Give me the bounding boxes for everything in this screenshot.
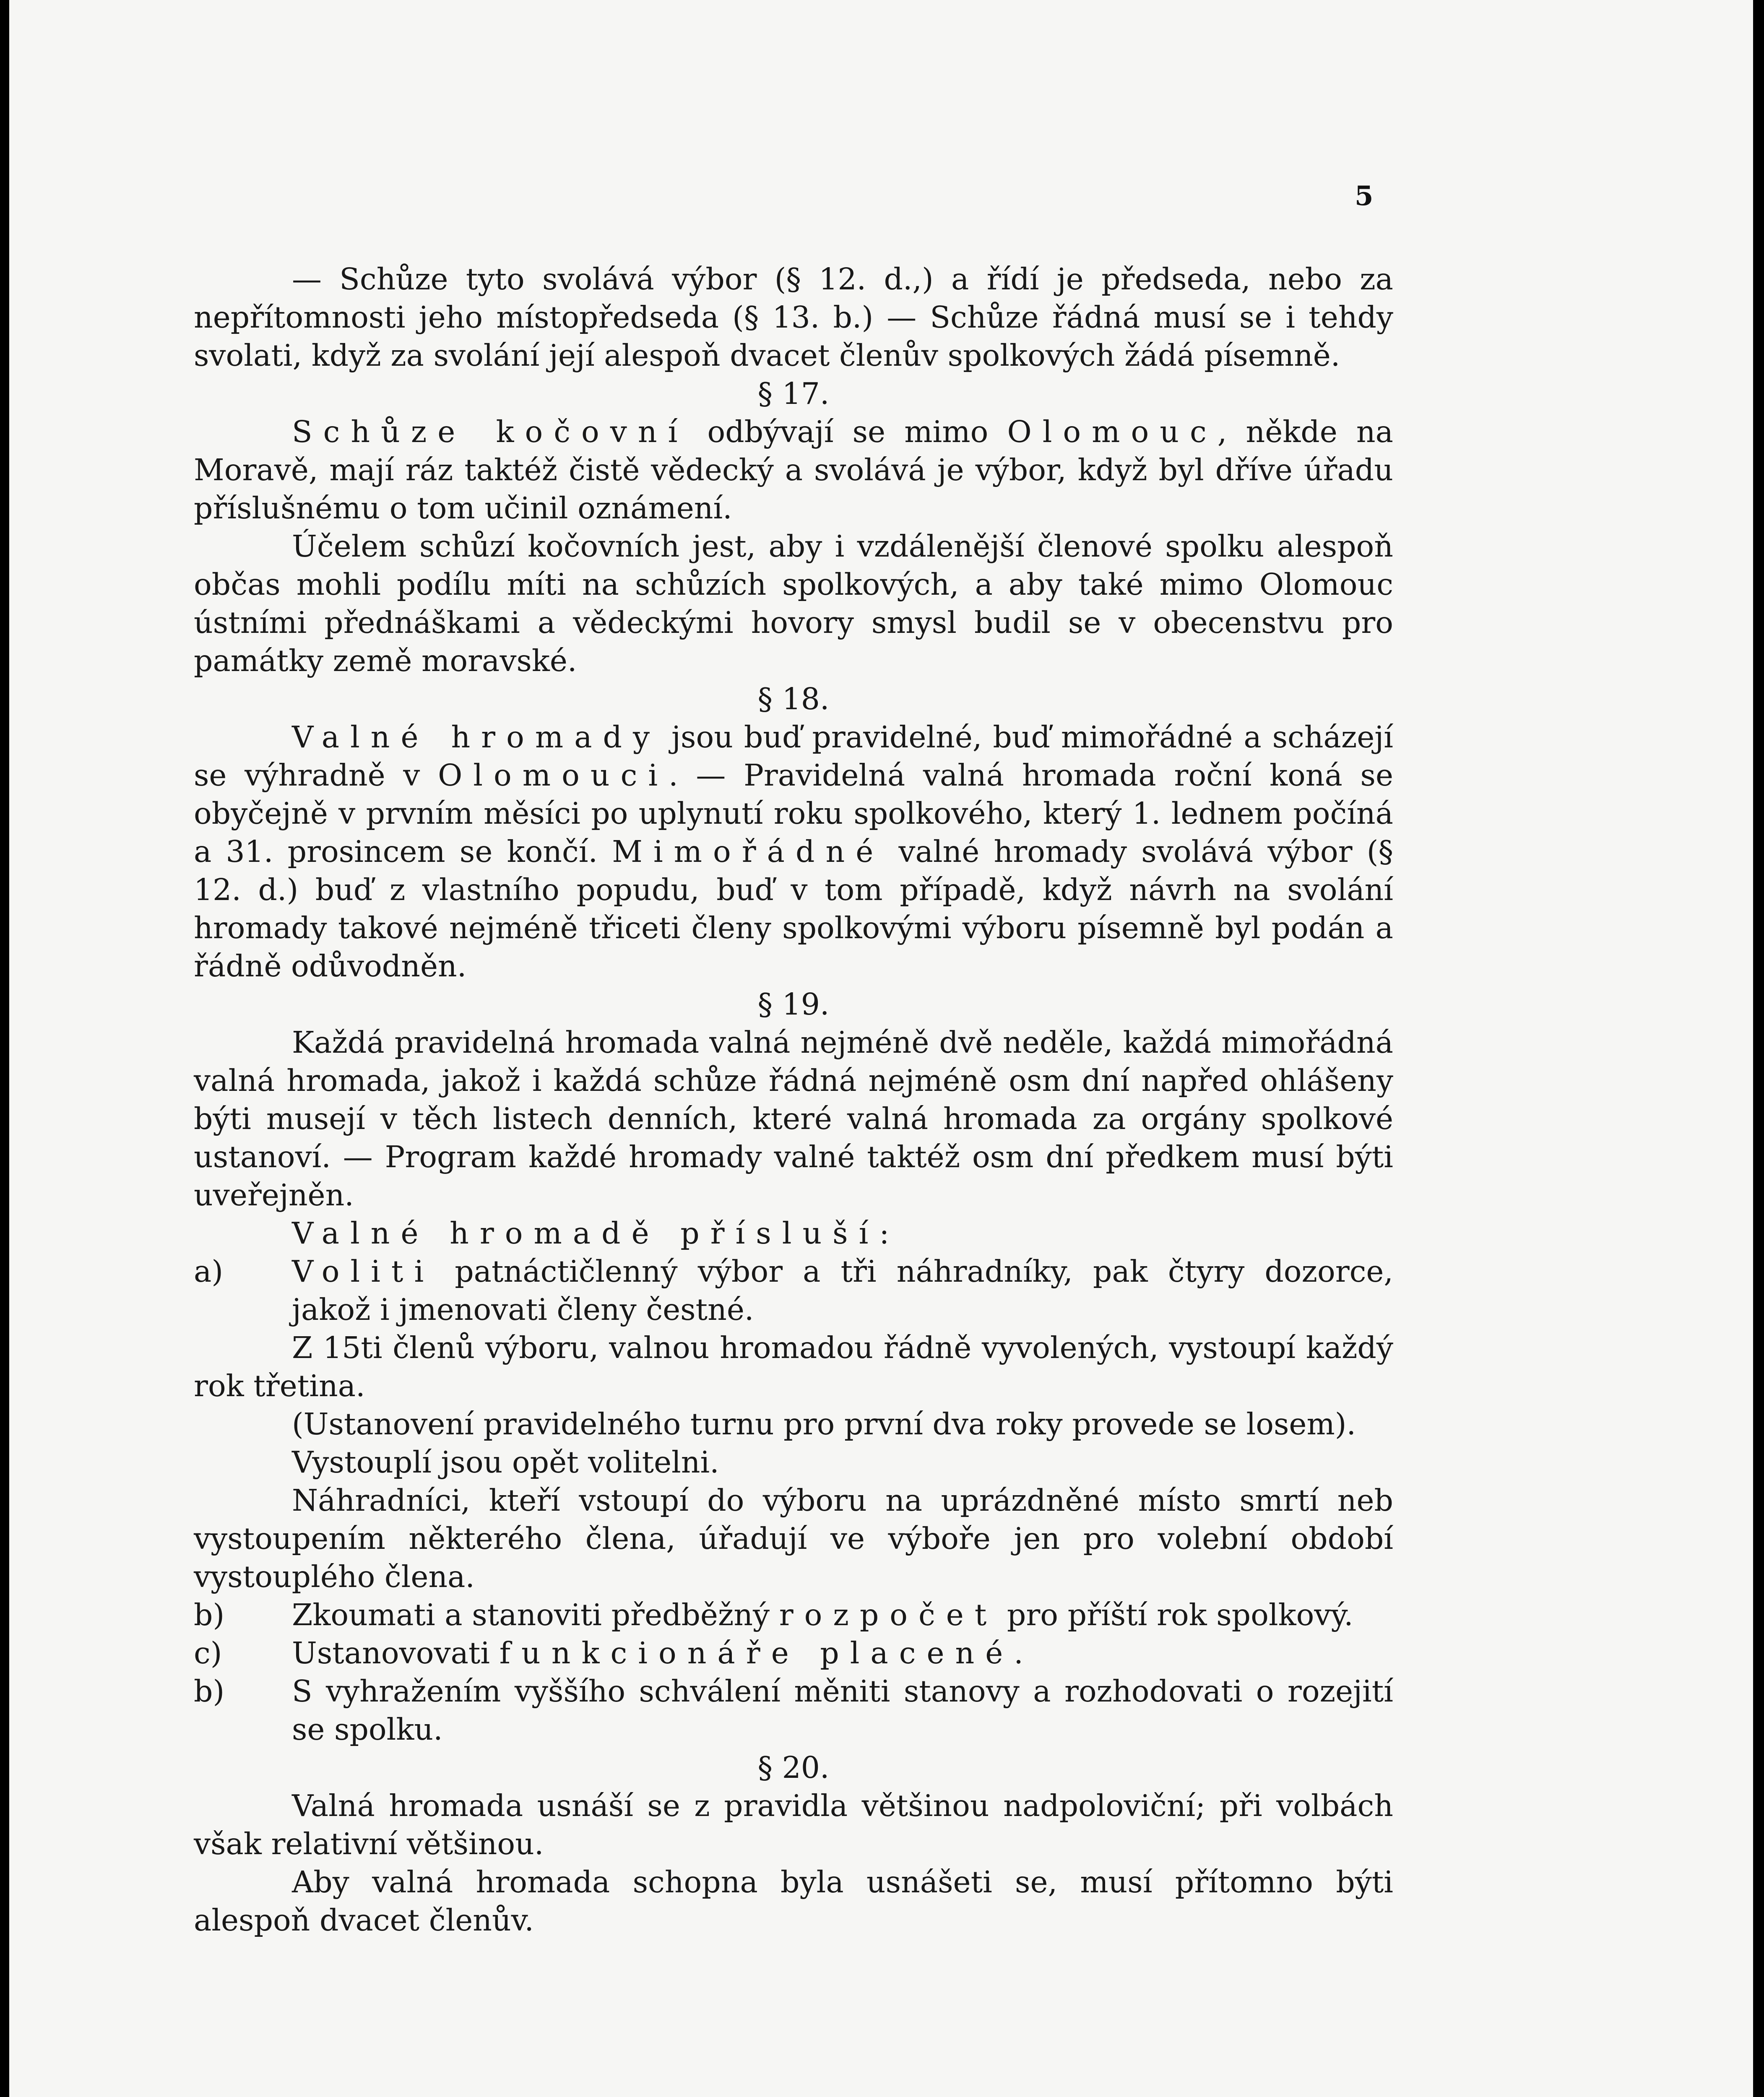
spaced-place: Olomouc	[1007, 414, 1218, 449]
list-label: c)	[194, 1636, 222, 1670]
spaced-term: rozpočet	[779, 1597, 998, 1632]
document-body	[194, 260, 1393, 1939]
list-label: b)	[194, 1674, 225, 1709]
list-item-a-sub-3: Vystouplí jsou opět volitelni.	[292, 1445, 719, 1480]
spaced-term: Mimořádné	[612, 834, 885, 869]
spaced-term: Valné hromady	[292, 720, 661, 755]
paragraph-17-1: Schůze kočovní odbývají se mimo Olomouc, někde na Moravě, mají ráz taktéž čistě vědecký a svolává je výbor, když byl dříve úřadu příslušnému o tom učinil oznámení.	[194, 414, 1393, 526]
spaced-term: funkcionáře placené	[499, 1636, 1014, 1670]
spaced-place: Olomouci	[438, 758, 669, 793]
paragraph-20-1: Valná hromada usnáší se z pravidla většinou nadpoloviční; při volbách však relativní většinou.	[194, 1788, 1393, 1861]
list-label: a)	[194, 1254, 224, 1289]
paragraph-20-2: Aby valná hromada schopna byla usnášeti se, musí přítomno býti alespoň dvacet členův.	[194, 1865, 1393, 1938]
section-heading-20: § 20.	[757, 1750, 830, 1785]
paragraph-19-2: Valné hromadě přísluší:	[292, 1216, 900, 1251]
list-item-a-sub-1: Z 15ti členů výboru, valnou hromadou řádně vyvolených, vystoupí každý rok třetina.	[194, 1330, 1393, 1403]
page-number: 5	[1355, 180, 1374, 212]
list-item-c: c) Ustanovovati funkcionáře placené.	[194, 1634, 1393, 1672]
list-item-b: b) Zkoumati a stanoviti předběžný rozpočet pro příští rok spolkový.	[194, 1596, 1393, 1634]
paragraph-16-tail: — Schůze tyto svolává výbor (§ 12. d.,) a řídí je předseda, nebo za nepřítomnosti jeho místopředseda (§ 13. b.) — Schůze řádná musí se i tehdy svolati, když za svolání její alespoň dvacet členův spolkových žádá písemně.	[194, 262, 1393, 373]
paragraph-18-1: Valné hromady jsou buď pravidelné, buď mimořádné a scházejí se výhradně v Olomouci. — Pravidelná valná hromada roční koná se obyčejně v prvním měsíci po uplynutí roku spolkového, který 1. lednem počíná a 31. prosincem se končí. Mimořádné valné hromady svolává výbor (§ 12. d.) buď z vlastního popudu, buď v tom případě, když návrh na svolání hromady takové nejméně třiceti členy spolkovými výboru písemně byl podán a řádně odůvodněn.	[194, 720, 1393, 983]
section-heading-17: § 17.	[757, 376, 830, 411]
list-label: b)	[194, 1597, 225, 1632]
list-item-a-sub-4: Náhradníci, kteří vstoupí do výboru na uprázdněné místo smrtí neb vystoupením některého člena, úřadují ve výboře jen pro volební období vystouplého člena.	[194, 1483, 1393, 1594]
spaced-term: Schůze kočovní	[292, 414, 689, 449]
list-item-d: b) S vyhražením vyššího schválení měniti stanovy a rozhodovati o rozejití se spolku.	[194, 1672, 1393, 1748]
paragraph-19-1: Každá pravidelná hromada valná nejméně dvě neděle, každá mimořádná valná hromada, jakož i každá schůze řádná nejméně osm dní napřed ohlášeny býti musejí v těch listech denních, které valná hromada za orgány spolkové ustanoví. — Program každé hromady valné taktéž osm dní předkem musí býti uveřejněn.	[194, 1025, 1393, 1212]
paragraph-17-2: Účelem schůzí kočovních jest, aby i vzdálenější členové spolku alespoň občas mohli podílu míti na schůzích spolkových, a aby také mimo Olomouc ústními přednáškami a vědeckými hovory smysl budil se v obecenstvu pro památky země moravské.	[194, 529, 1393, 678]
section-heading-18: § 18.	[757, 682, 830, 716]
document-page	[9, 0, 1753, 2097]
section-heading-19: § 19.	[757, 987, 830, 1022]
list-item-a: a) Voliti patnáctičlenný výbor a tři náhradníky, pak čtyry dozorce, jakož i jmenovati členy čestné.	[194, 1252, 1393, 1329]
spaced-term: Voliti	[292, 1254, 435, 1289]
list-item-a-sub-2: (Ustanovení pravidelného turnu pro první dva roky provede se losem).	[292, 1407, 1356, 1441]
